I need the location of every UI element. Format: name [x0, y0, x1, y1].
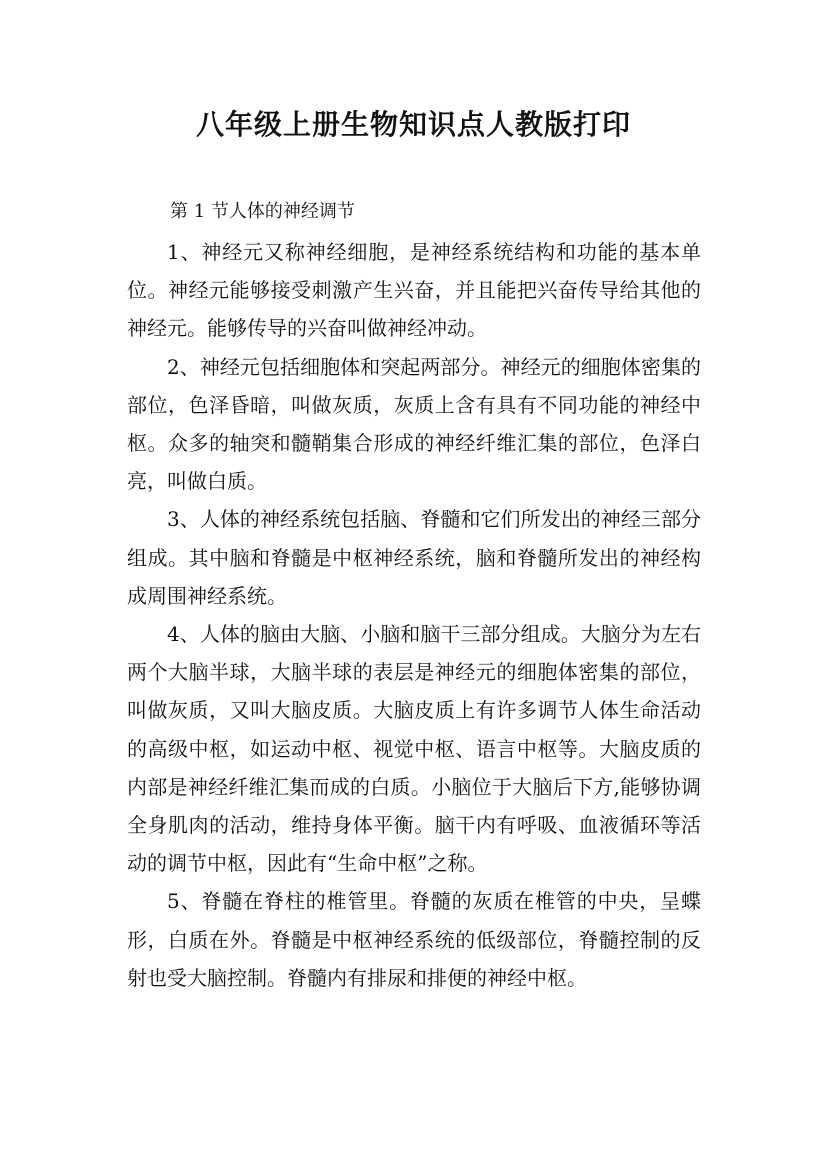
- paragraph-1: 1、神经元又称神经细胞，是神经系统结构和功能的基本单位。神经元能够接受刺激产生兴奋，并且能把兴奋传导给其他的神经元。能够传导的兴奋叫做神经冲动。: [127, 240, 701, 341]
- paragraph-2: 2、神经元包括细胞体和突起两部分。神经元的细胞体密集的部位，色泽昏暗，叫做灰质，灰质上含有具有不同功能的神经中枢。众多的轴突和髓鞘集合形成的神经纤维汇集的部位，色泽白亮，叫做白质。: [127, 354, 701, 494]
- section-heading: 第 1 节人体的神经调节: [170, 201, 355, 222]
- paragraph-4: 4、人体的脑由大脑、小脑和脑干三部分组成。大脑分为左右两个大脑半球，大脑半球的表层是神经元的细胞体密集的部位，叫做灰质，又叫大脑皮质。大脑皮质上有许多调节人体生命活动的高级中枢，如运动中枢、视觉中枢、语言中枢等。大脑皮质的内部是神经纤维汇集而成的白质。小脑位于大脑后下方,能够协调全身肌肉的活动，维持身体平衡。脑干内有呼吸、血液循环等活动的调节中枢，因此有“生命中枢”之称。: [127, 622, 701, 876]
- document-title: 八年级上册生物知识点人教版打印: [195, 108, 631, 141]
- paragraph-3: 3、人体的神经系统包括脑、脊髓和它们所发出的神经三部分组成。其中脑和脊髓是中枢神经系统，脑和脊髓所发出的神经构成周围神经系统。: [127, 507, 701, 608]
- document-body: [127, 233, 701, 997]
- paragraph-5: 5、脊髓在脊柱的椎管里。脊髓的灰质在椎管的中央，呈蝶形，白质在外。脊髓是中枢神经系统的低级部位，脊髓控制的反射也受大脑控制。脊髓内有排尿和排便的神经中枢。: [127, 889, 701, 990]
